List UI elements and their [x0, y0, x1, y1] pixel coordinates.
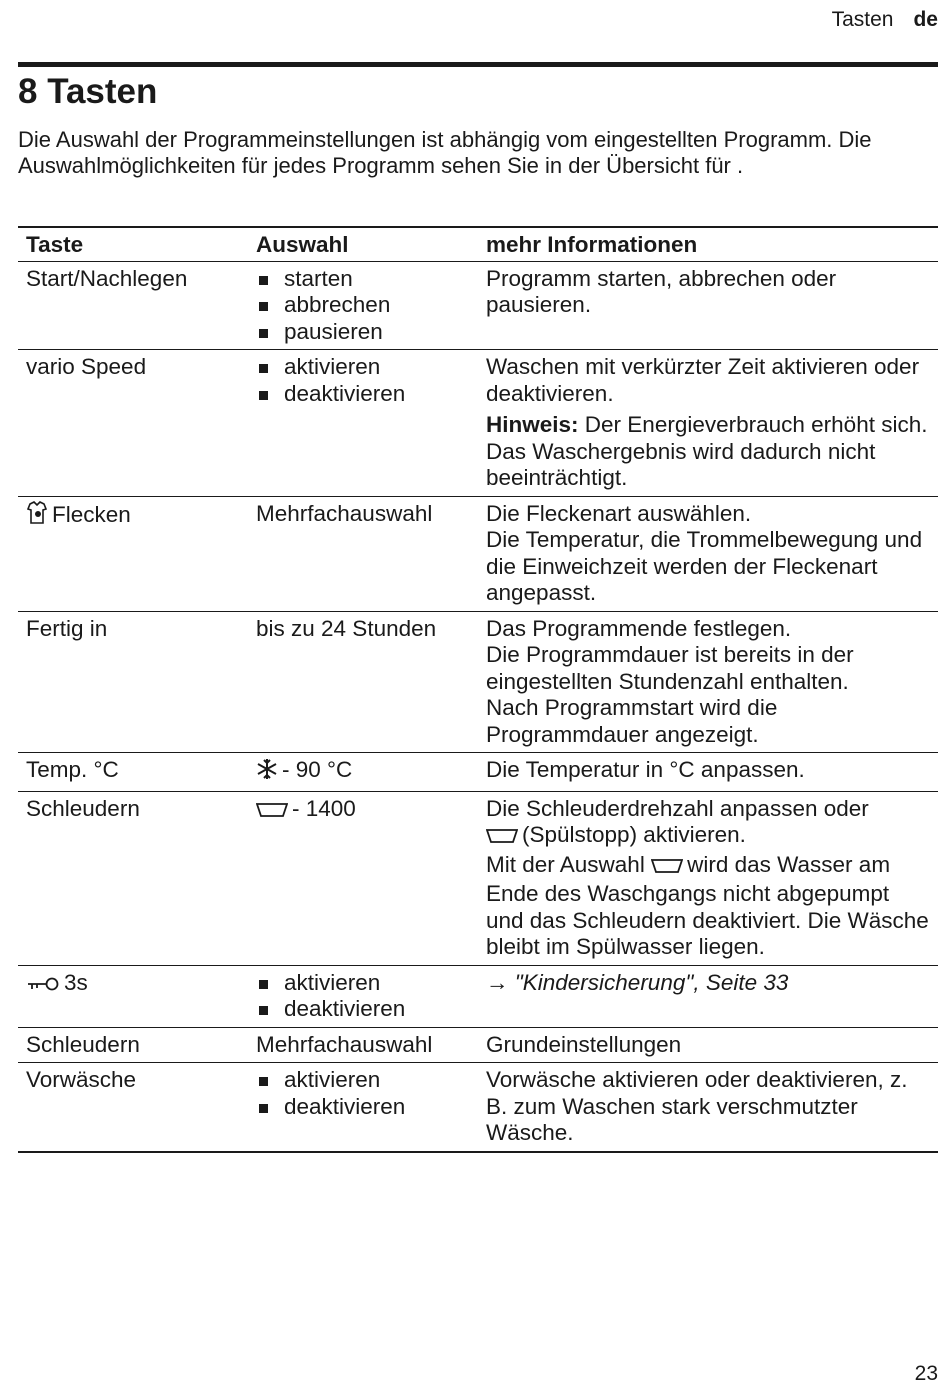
rinse-hold-icon	[486, 825, 518, 852]
key-cell: Schleudern	[18, 791, 248, 965]
info-text-cont: (Spülstopp) aktivieren.	[522, 822, 746, 847]
page-header	[832, 8, 938, 32]
option-item: aktivieren	[256, 354, 470, 381]
note-text: Der Energieverbrauch erhöht sich.	[584, 412, 928, 437]
key-label: 3s	[64, 969, 88, 995]
header-section: Tasten	[831, 8, 894, 31]
info-cell: Programm starten, abbrechen oder pausieren.	[478, 261, 938, 350]
header-info: mehr Informationen	[478, 227, 938, 261]
info-text-2: Die Programmdauer ist bereits in der eingestellten Stundenzahl enthalten.	[486, 642, 854, 694]
key-label: Flecken	[52, 501, 131, 527]
snowflake-icon	[256, 758, 278, 787]
key-cell	[18, 496, 248, 611]
info-text-2: Die Temperatur, die Trommelbewegung und die Einweichzeit werden der Fleckenart angepasst.	[486, 527, 923, 605]
info-text-2b: wird das Wasser am Ende des Waschgangs nicht abgepumpt und das Schleudern deaktiviert. Die Wäsche bleibt im Spülwasser liegen.	[486, 851, 929, 959]
key-cell: vario Speed	[18, 350, 248, 497]
table-row	[18, 753, 938, 792]
option-item: starten	[256, 266, 470, 293]
intro-paragraph: Die Auswahl der Programmeinstellungen ist abhängig vom eingestellten Programm. Die Auswahlmöglichkeiten für jedes Programm sehen Sie in der Übersicht für .	[18, 127, 872, 178]
info-cell	[478, 350, 938, 497]
table-row	[18, 496, 938, 611]
table-row	[18, 350, 938, 497]
option-item: aktivieren	[256, 970, 470, 997]
info-text	[486, 796, 930, 852]
selection-cell	[248, 965, 478, 1027]
selection-cell	[248, 350, 478, 497]
info-text: Waschen mit verkürzter Zeit aktivieren oder deaktivieren.	[486, 354, 920, 406]
rinse-hold-icon	[256, 799, 288, 826]
info-text-2a: Mit der Auswahl	[486, 851, 645, 877]
page-title: 8 Tasten	[18, 72, 158, 111]
table-row	[18, 611, 938, 753]
info-text-part: Die Schleuderdrehzahl anpassen oder	[486, 795, 869, 821]
table-row	[18, 791, 938, 965]
option-item: pausieren	[256, 319, 470, 346]
info-text-2	[486, 852, 930, 961]
header-language: de	[913, 8, 938, 31]
option-item: aktivieren	[256, 1067, 470, 1094]
option-item: deaktivieren	[256, 381, 470, 408]
info-text-3: Nach Programmstart wird die Programmdauer angezeigt.	[486, 695, 778, 747]
table-row	[18, 1063, 938, 1152]
cross-reference-link[interactable]: "Kindersicherung", Seite 33	[514, 969, 789, 995]
selection-cell	[248, 261, 478, 350]
key-icon	[26, 973, 60, 1000]
info-cell	[478, 791, 938, 965]
selection-text: - 1400	[292, 795, 356, 821]
info-text: Die Fleckenart auswählen.	[486, 500, 752, 526]
selection-cell: Mehrfachauswahl	[248, 496, 478, 611]
option-item: deaktivieren	[256, 1094, 470, 1121]
selection-cell: bis zu 24 Stunden	[248, 611, 478, 753]
page-number: 23	[914, 1362, 938, 1385]
option-list	[256, 970, 470, 1023]
stain-icon	[26, 501, 48, 532]
option-item: deaktivieren	[256, 996, 470, 1023]
table-header-row	[18, 227, 938, 261]
info-cell: Vorwäsche aktivieren oder deaktivieren, z. B. zum Waschen stark verschmutzter Wäsche.	[478, 1063, 938, 1152]
note	[486, 412, 930, 492]
note-label: Hinweis:	[486, 412, 579, 437]
selection-cell: Mehrfachauswahl	[248, 1027, 478, 1063]
option-list	[256, 1067, 470, 1120]
info-cell	[478, 965, 938, 1027]
table-row	[18, 965, 938, 1027]
key-cell: Fertig in	[18, 611, 248, 753]
option-list	[256, 266, 470, 346]
arrow-icon: →	[486, 969, 509, 995]
info-cell	[478, 611, 938, 753]
option-list	[256, 354, 470, 407]
selection-cell	[248, 791, 478, 965]
key-cell: Start/Nachlegen	[18, 261, 248, 350]
header-key: Taste	[18, 227, 248, 261]
table-row	[18, 1027, 938, 1063]
key-cell: Schleudern	[18, 1027, 248, 1063]
selection-cell	[248, 753, 478, 792]
note-extra: Das Waschergebnis wird dadurch nicht beeinträchtigt.	[486, 438, 876, 490]
selection-text: - 90 °C	[282, 757, 353, 782]
rinse-hold-icon	[651, 855, 683, 882]
info-cell: Die Temperatur in °C anpassen.	[478, 753, 938, 792]
option-item: abbrechen	[256, 292, 470, 319]
key-cell: Temp. °C	[18, 753, 248, 792]
key-cell	[18, 965, 248, 1027]
buttons-table	[18, 226, 938, 1153]
selection-cell	[248, 1063, 478, 1152]
header-rule	[18, 62, 938, 67]
info-text: Das Programmende festlegen.	[486, 615, 792, 641]
header-selection: Auswahl	[248, 227, 478, 261]
key-cell: Vorwäsche	[18, 1063, 248, 1152]
table-row	[18, 261, 938, 350]
info-cell: Grundeinstellungen	[478, 1027, 938, 1063]
info-cell	[478, 496, 938, 611]
